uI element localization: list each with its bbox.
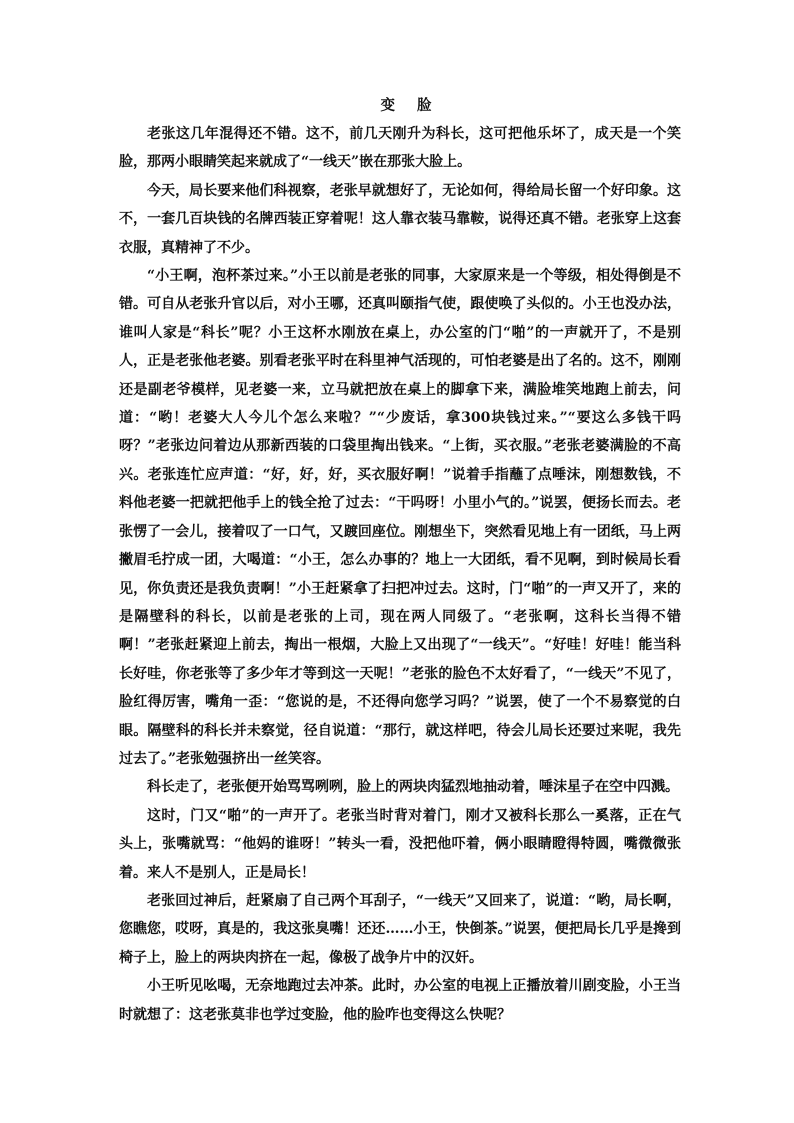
- title-char-2: 脸: [417, 97, 432, 114]
- paragraph-3: “小王啊，泡杯茶过来。”小王以前是老张的同事，大家原来是一个等级，相处得倒是不错。可自从老张升官以后，对小王哪，还真叫颐指气使，跟使唤了头似的。小王也没办法，谁叫人家是“科长”呢？小王这杯水刚放在桌上，办公室的门“啪”的一声就开了，不是别人，正是老张他老婆。别看老张平时在科里神气活现的，可怕老婆是出了名的。这不，刚刚还是副老爷模样，见老婆一来，立马就把放在桌上的脚拿下来，满脸堆笑地跑上前去，问道：“哟！老婆大人今儿个怎么来啦？”“少废话，拿300块钱过来。”“要这么多钱干吗呀？”老张边问着边从那新西装的口袋里掏出钱来。“上街，买衣服。”老张老婆满脸的不高兴。老张连忙应声道：“好，好，好，买衣服好啊！”说着手指蘸了点唾沫，刚想数钱，不料他老婆一把就把他手上的钱全抢了过去：“干吗呀！小里小气的。”说罢，便扬长而去。老张愣了一会儿，接着叹了一口气，又踱回座位。刚想坐下，突然看见地上有一团纸，马上两撇眉毛拧成一团，大喝道：“小王，怎么办事的？地上一大团纸，看不见啊，到时候局长看见，你负责还是我负责啊！”小王赶紧拿了扫把冲过去。这时，门“啪”的一声又开了，来的是隔壁科的科长，以前是老张的上司，现在两人同级了。“老张啊，这科长当得不错啊！”老张赶紧迎上前去，掏出一根烟，大脸上又出现了“一线天”。“好哇！好哇！能当科长好哇，你老张等了多少年才等到这一天呢！”老张的脸色不太好看了，“一线天”不见了，脸红得厉害，嘴角一歪：“您说的是，不还得向您学习吗？”说罢，使了一个不易察觉的白眼。隔壁科的科长并未察觉，径自说道：“那行，就这样吧，待会儿局长还要过来呢，我先过去了。”老张勉强挤出一丝笑容。: [119, 268, 681, 767]
- paragraph-2: 今天，局长要来他们科视察，老张早就想好了，无论如何，得给局长留一个好印象。这不，一套几百块钱的名牌西装正穿着呢！这人靠衣装马靠鞍，说得还真不错。老张穿上这套衣服，真精神了不少。: [119, 182, 681, 256]
- document-page: [119, 92, 681, 1029]
- title-char-1: 变: [380, 97, 395, 114]
- paragraph-1: 老张这几年混得还不错。这不，前几天刚升为科长，这可把他乐坏了，成天是一个笑脸，那两小眼睛笑起来就成了“一线天”嵌在那张大脸上。: [119, 126, 681, 171]
- paragraph-5: 这时，门又“啪”的一声开了。老张当时背对着门，刚才又被科长那么一奚落，正在气头上，张嘴就骂：“他妈的谁呀！”转头一看，没把他吓着，俩小眼睛瞪得特圆，嘴微微张着。来人不是别人，正是局长！: [119, 807, 681, 881]
- document-title: [119, 92, 681, 120]
- paragraph-6: 老张回过神后，赶紧扇了自己两个耳刮子，“一线天”又回来了，说道：“哟，局长啊，您瞧您，哎呀，真是的，我这张臭嘴！还还……小王，快倒茶。”说罢，便把局长几乎是搀到椅子上，脸上的两块肉挤在一起，像极了战争片中的汉奸。: [119, 892, 681, 966]
- paragraph-7: 小王听见吆喝，无奈地跑过去冲茶。此时，办公室的电视上正播放着川剧变脸，小王当时就想了：这老张莫非也学过变脸，他的脸咋也变得这么快呢？: [119, 978, 681, 1023]
- paragraph-4: 科长走了，老张便开始骂骂咧咧，脸上的两块肉猛烈地抽动着，唾沫星子在空中四溅。: [147, 779, 679, 796]
